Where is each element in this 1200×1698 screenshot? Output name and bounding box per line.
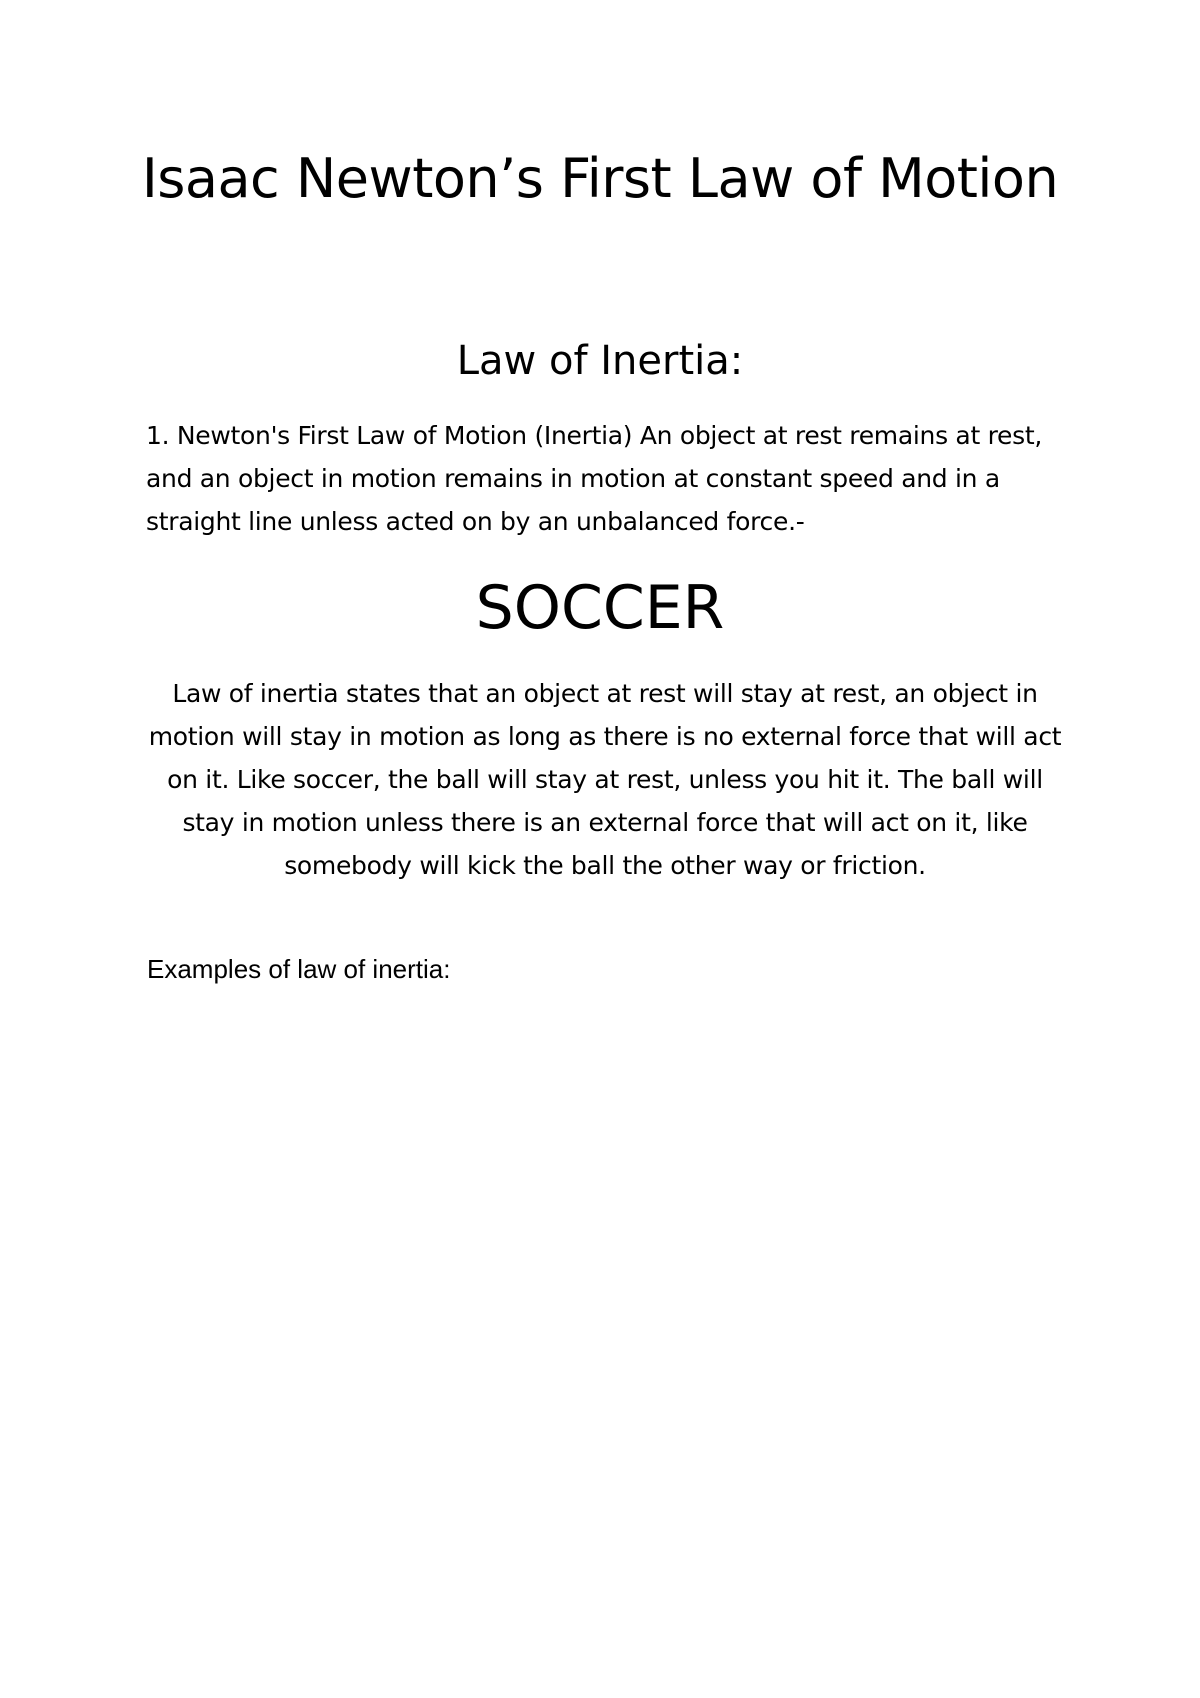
soccer-paragraph: Law of inertia states that an object at rest will stay at rest, an object in motion will stay in motion as long as there is no external force that will act on it. Like soccer, the ball will stay at rest, unless you hit it. The ball will stay in motion unless there is an external force that will act on it, like somebody will kick the ball the other way or friction. bbox=[148, 679, 1062, 880]
definition-paragraph: 1. Newton's First Law of Motion (Inertia) An object at rest remains at rest, and an object in motion remains in motion at constant speed and in a straight line unless acted on by an unbalanced force.- bbox=[146, 421, 1042, 536]
document-title: Isaac Newton’s First Law of Motion bbox=[141, 147, 1059, 210]
law-of-inertia-heading: Law of Inertia: bbox=[456, 338, 744, 384]
soccer-heading: SOCCER bbox=[475, 573, 725, 643]
examples-label: Examples of law of inertia: bbox=[147, 954, 451, 984]
